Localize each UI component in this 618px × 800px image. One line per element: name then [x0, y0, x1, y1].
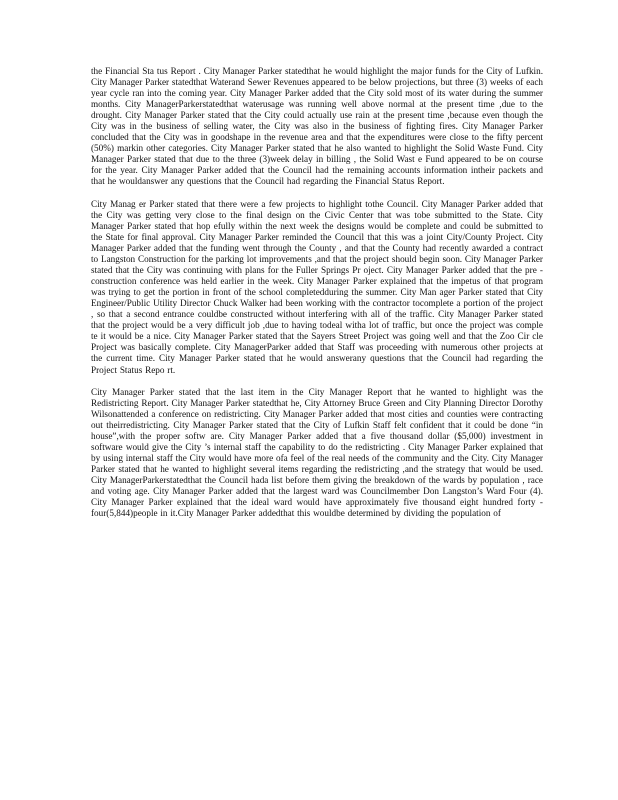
paragraph-redistricting: City Manager Parker stated that the last item in the City Manager Report that he wanted to highlight was the Redistricting Report. City Manager Parker statedthat he, City Attorney Bruce Green and City Planning Director Dorothy Wilsonattended a conference on redistricting. City Manager Parker added that most cities and counties were contracting out theirredistricting. City Manager Parker stated that the City of Lufkin Staff felt confident that it could be done “in house”,with the proper softw are. City Manager Parker added that a five thousand dollar ($5,000) investment in software would give the City ’s internal staff the capability to do the redistricting . City Manager Parker explained that by using internal staff the City would have more ofa feel of the real needs of the community and the City. City Manager Parker stated that he wanted to highlight several items regarding the redistricting ,and the strategy that would be used. City ManagerParkerstatedthat the Council hada list before them giving the breakdown of the wards by population , race and voting age. City Manager Parker added that the largest ward was Councilmember Don Langston’s Ward Four (4). City Manager Parker explained that the ideal ward would have approximately five thousand eight hundred forty -four(5,844)people in it.City Manager Parker addedthat this wouldbe determined by dividing the population of [91, 386, 543, 519]
minutes-text [91, 66, 543, 531]
paragraph-project-status: City Manag er Parker stated that there were a few projects to highlight tothe Council. City Manager Parker added that the City was getting very close to the final design on the Civic Center that was tobe submitted to the State. City Manager Parker stated that hop efully within the next week the designs would be complete and could be submitted to the State for final approval. City Manager Parker reminded the Council that this was a joint City/County Project. City Manager Parker added that the funding went through the County , and that the County had recently awarded a contract to Langston Construction for the parking lot improvements ,and that the project should begin soon. City Manager Parker stated that the City was continuing with plans for the Fuller Springs Pr oject. City Manager Parker added that the pre - construction conference was held earlier in the week. City Manager Parker explained that the impetus of that program was trying to get the portion in front of the school completedduring the summer. City Man ager Parker stated that City Engineer/Public Utility Director Chuck Walker had been working with the contractor tocomplete a portion of the project , so that a second entrance couldbe constructed without interfering with all of the traffic. City Manager Parker stated that the project would be a very difficult job ,due to having todeal witha lot of traffic, but once the project was comple te it would be a nice. City Manager Parker stated that the Sayers Street Project was going well and that the Zoo Cir cle Project was basically complete. City ManagerParker added that Staff was proceeding with numerous other projects at the current time. City Manager Parker stated that he would answerany questions that the Council had regarding the Project Status Repo rt. [91, 198, 543, 375]
paragraph-financial-status: the Financial Sta tus Report . City Manager Parker statedthat he would highlight the major funds for the City of Lufkin. City Manager Parker statedthat Waterand Sewer Revenues appeared to be below projections, but three (3) weeks of each year cycle ran into the coming year. City Manager Parker added that the City sold most of its water during the summer months. City ManagerParkerstatedthat waterusage was running well above normal at the present time ,due to the drought. City Manager Parker stated that the City could actually use rain at the present time ,because even though the City was in the business of selling water, the City was also in the business of fighting fires. City Manager Parker concluded that the City was in goodshape in the revenue area and that the expenditures were close to the fifty percent (50%) markin other categories. City Manager Parker stated that he also wanted to highlight the Solid Waste Fund. City Manager Parker stated that due to the three (3)week delay in billing , the Solid Wast e Fund appeared to be on course for the year. City Manager Parker added that the Council had the remaining accounts information intheir packets and that he wouldanswer any questions that the Council had regarding the Financial Status Report. [91, 66, 543, 187]
